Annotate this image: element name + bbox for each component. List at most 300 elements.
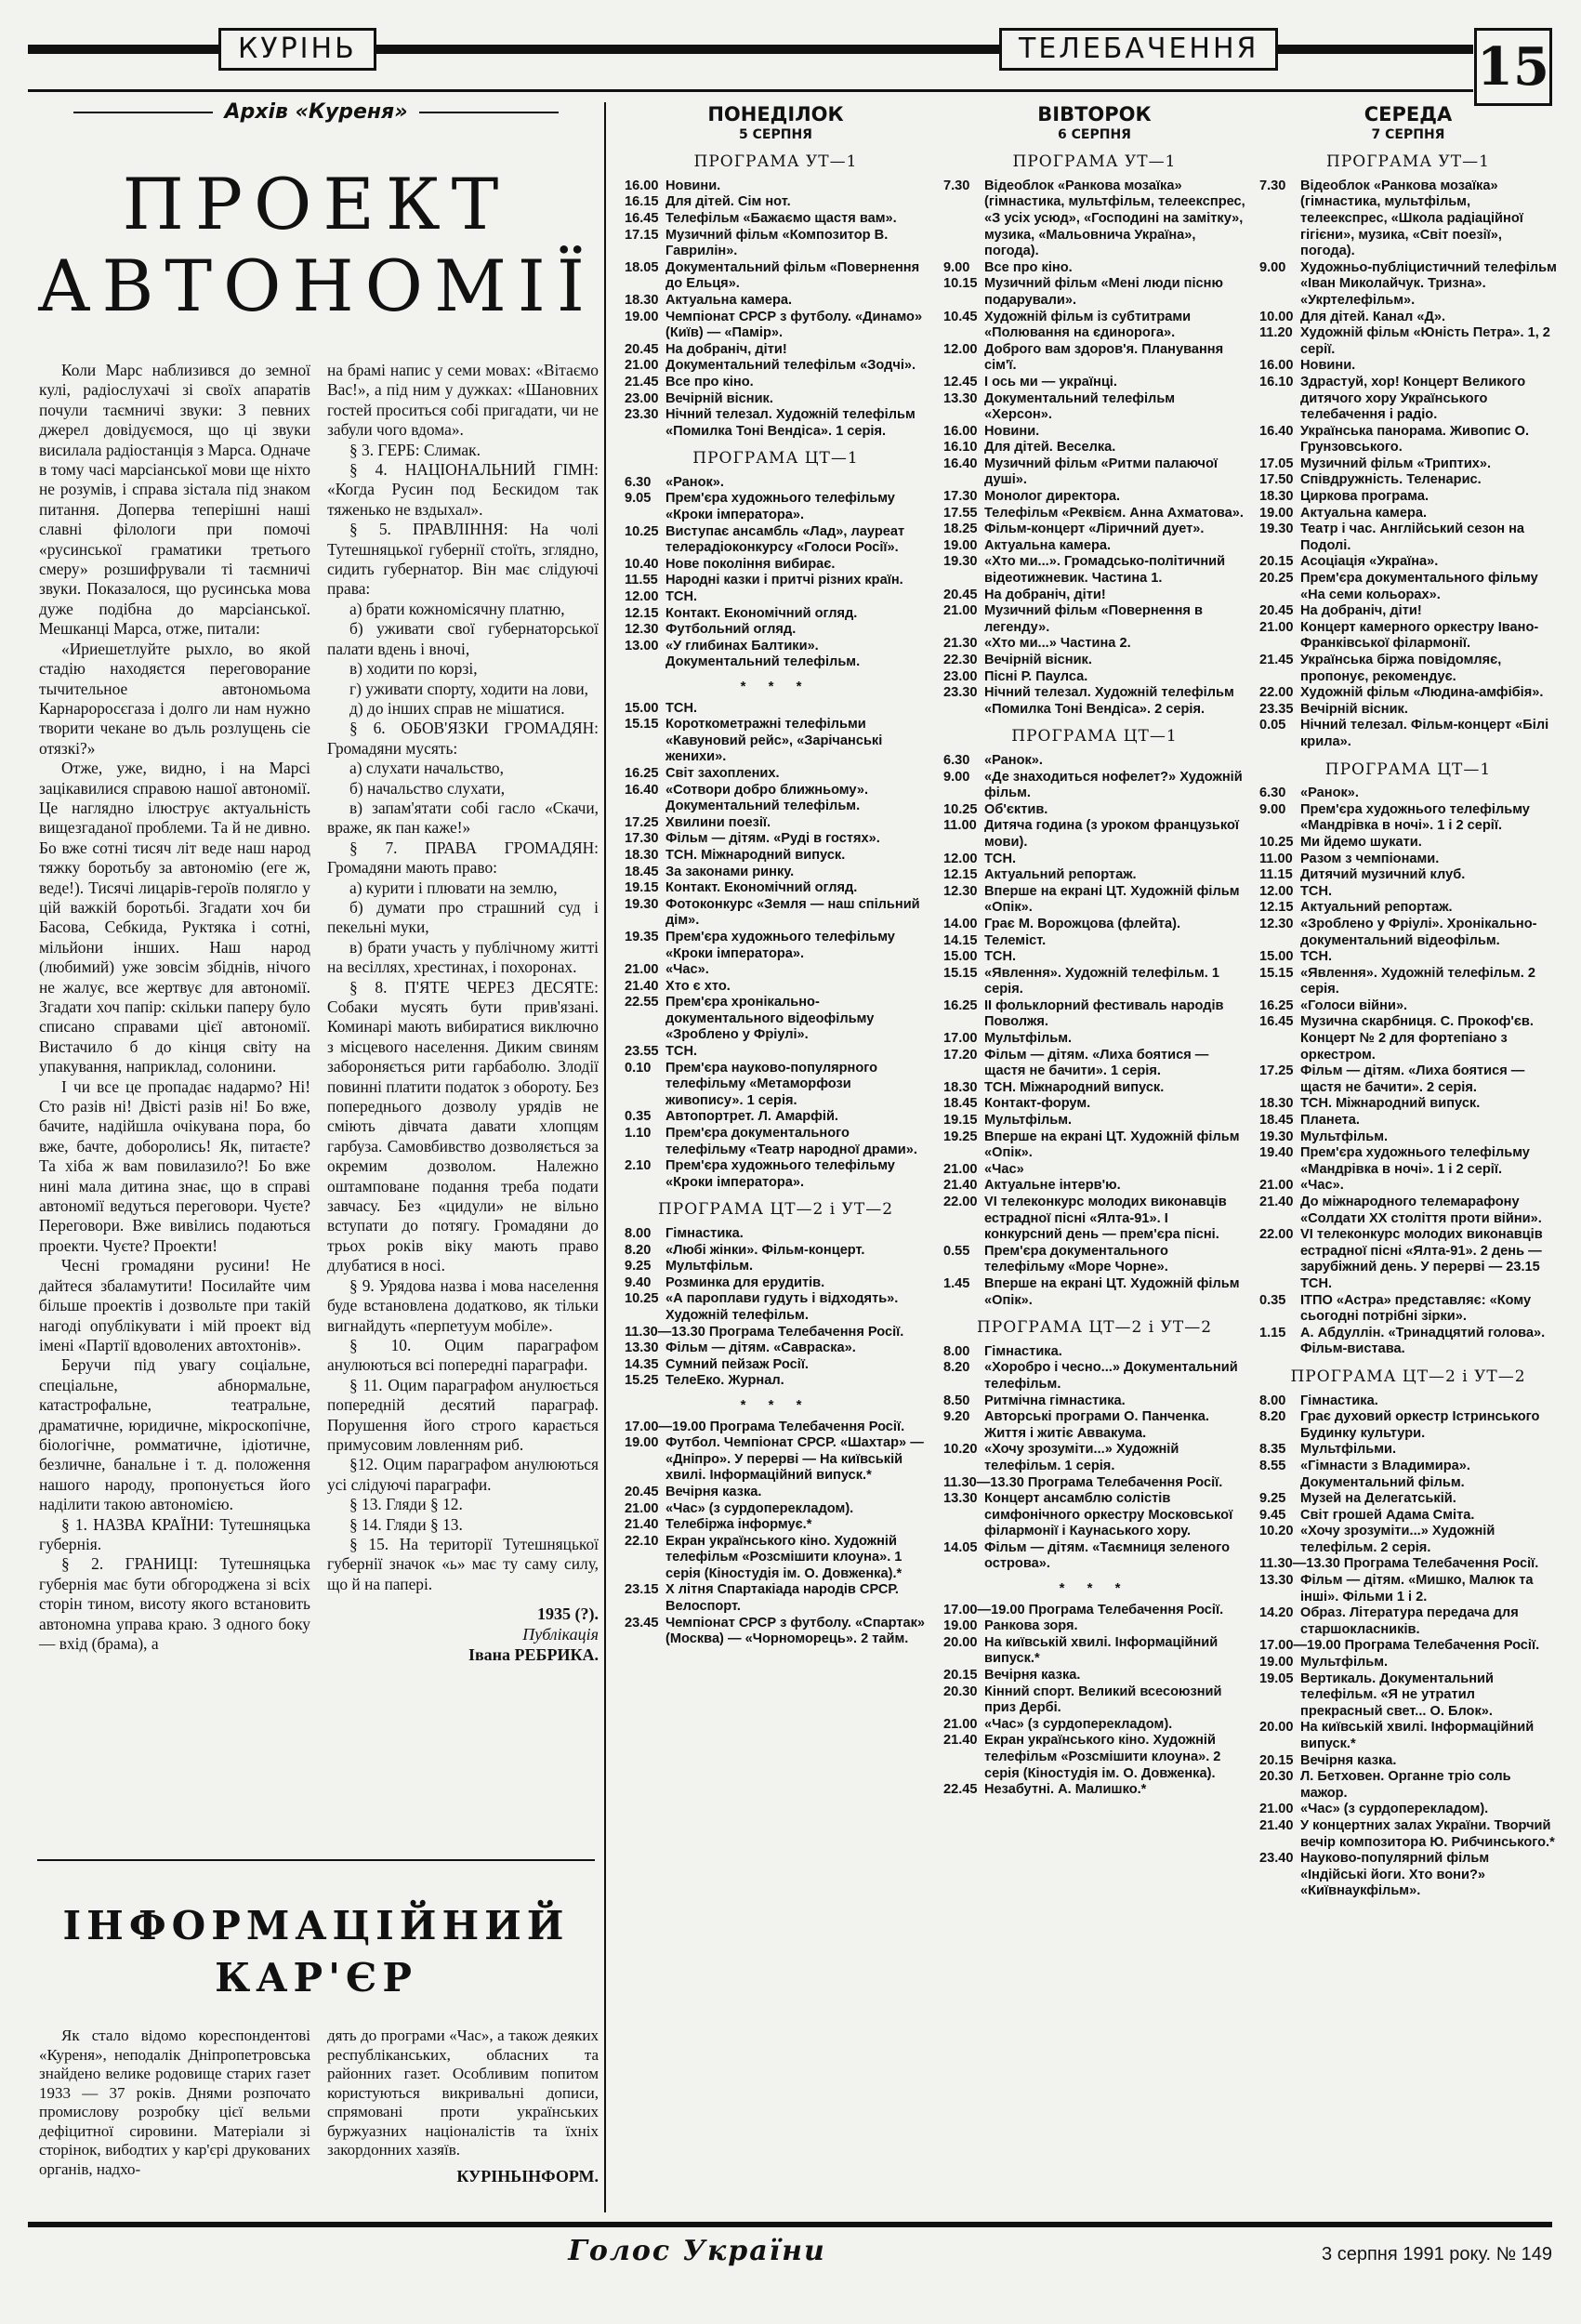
tv-listing-time: 22.00 [1259, 1227, 1294, 1243]
tv-listing-item [943, 1409, 1245, 1442]
tv-listing-item [1259, 1293, 1557, 1326]
tv-listing-time: 10.00 [1259, 309, 1294, 324]
tv-listing-time: 9.25 [625, 1259, 652, 1274]
tv-listing-item [1259, 1638, 1557, 1655]
tv-listing-time: 16.45 [625, 210, 659, 226]
tv-listing-item [943, 1733, 1245, 1782]
tv-listing-item [943, 1113, 1245, 1129]
tv-listing-title: Нічний телезал. Художній телефільм «Помилка Тоні Вендіса». 1 серія. [665, 407, 916, 439]
tv-listing-title: Незабутні. А. Малишко.* [984, 1782, 1147, 1798]
tv-listing-time: 10.40 [625, 556, 659, 572]
tv-listing-title: Фільм — дітям. «Лиха боятися — щастя не бачити». 2 серія. [1300, 1063, 1525, 1095]
tv-listing-title: «Час» (з сурдоперекладом). [984, 1716, 1173, 1732]
tv-listing-item [625, 717, 927, 766]
tv-listing-title: ТСН. Міжнародний випуск. [984, 1079, 1165, 1095]
tv-listing-title: VI телеконкурс молодих виконавців естрадної пісні «Ялта-91». 2 день — зарубіжний день. У перерві — 23.15 ТСН. [1300, 1227, 1543, 1291]
archive-kicker-text: Архів «Куреня» [224, 100, 408, 124]
tv-listing-title: Художньо-публіцистичний телефільм «Іван Миколайчук. Тризна». «Укртелефільм». [1300, 259, 1557, 308]
tv-listing-time: 8.20 [625, 1242, 652, 1258]
tv-listing-time: 0.55 [943, 1243, 970, 1259]
tv-listing-item [1259, 1063, 1557, 1096]
tv-listing-title: Фільм — дітям. «Таємниця зеленого острова». [984, 1539, 1231, 1572]
paragraph: § 5. ПРАВЛІННЯ: На чолі Тутешняцької губернії стоїть, зглядно, сидить губернатор. Він має слідуючі права: [327, 520, 599, 599]
tv-listing-item [1259, 786, 1557, 802]
tv-listing-item [943, 1195, 1245, 1244]
tv-listing-title: Вперше на екрані ЦТ. Художній фільм «Опік». [984, 883, 1240, 916]
tv-listing-time: 23.30 [943, 685, 978, 701]
tv-listing-item [943, 917, 1245, 933]
tv-listing-time: 17.50 [1259, 472, 1294, 488]
tv-listing-item [625, 1485, 927, 1501]
tv-listing-time: 13.00 [625, 638, 659, 654]
tv-listing-time: 21.00 [1259, 619, 1294, 635]
tv-listing-item [625, 524, 927, 557]
tv-listing-title: Гімнастика. [984, 1343, 1062, 1359]
tv-listing-time: 18.45 [943, 1096, 978, 1112]
tv-listing-time: 14.20 [1259, 1605, 1294, 1621]
tv-listing-title: Об'єктив. [984, 801, 1048, 817]
signature-publication: Публікація [522, 1625, 599, 1644]
article-title-line-1: ПРОЕКТ [122, 163, 510, 245]
tv-listing-time: 19.00 [625, 309, 659, 324]
tv-listing-item [1259, 325, 1557, 358]
tv-listing-time: 21.00 [943, 1161, 978, 1177]
tv-listing-item [943, 260, 1245, 277]
tv-listing-title: Документальний фільм «Повернення до Ельця». [665, 259, 920, 292]
tv-listing-title: Українська панорама. Живопис О. Грунзовського. [1300, 423, 1530, 456]
tv-listing-time: 20.30 [1259, 1769, 1294, 1785]
tv-listing-title: «Ранок». [984, 752, 1043, 768]
tv-listing-time: 19.30 [1259, 522, 1294, 537]
tv-listing-time: 14.35 [625, 1356, 659, 1372]
tv-listing-time: 18.25 [943, 522, 978, 537]
article-body-col-2 [327, 361, 599, 1665]
tv-listing-time: 21.00 [625, 962, 659, 978]
tv-listing-item [625, 557, 927, 574]
newspaper-logo: Голос України [568, 2235, 826, 2267]
tv-listing-title: Сумний пейзаж Росії. [665, 1356, 809, 1372]
tv-listing-item [1259, 1671, 1557, 1721]
tv-listing-title: Співдружність. Теленарис. [1300, 472, 1482, 488]
tv-listing-title: Документальний телефільм «Херсон». [984, 390, 1176, 423]
tv-date: 7 СЕРПНЯ [1371, 126, 1445, 142]
tv-listing-title: Вечірня казка. [1300, 1752, 1397, 1768]
tv-listing-item [625, 1517, 927, 1534]
tv-listing-time: 19.30 [1259, 1129, 1294, 1144]
paragraph: § 10. Оцим параграфом анулюються всі попередні параграфи. [327, 1335, 599, 1375]
tv-listing-item [625, 407, 927, 440]
tv-listing-item [943, 1048, 1245, 1080]
tv-listing-item [625, 831, 927, 848]
tv-listing-item [625, 1044, 927, 1061]
tv-listing-item [1259, 1227, 1557, 1292]
tv-listing-title: Фотоконкурс «Земля — наш спільний дім». [665, 896, 920, 929]
tv-date: 6 СЕРПНЯ [1058, 126, 1131, 142]
tv-listing-time: 21.40 [943, 1178, 978, 1194]
tv-listing-title: Футбольний огляд. [665, 622, 797, 638]
paragraph: § 8. П'ЯТЕ ЧЕРЕЗ ДЕСЯТЕ: Собаки мусять бути прив'язані. Коминарі мають вибиратися виключно з місцевого населення. Диким свиням забороняється рити гарбаболю. Злодії повинні платити податок з обороту. Без попереднього дозволу урядів не сміють дівчата давати хлопцям гарбуза. Самовбивство дозволяється за окремим дозволом. Належно оштамповане подання треба подати завчасу. Без «цидули» не вільно вступати до потягу. Громадяни до трьох років віку мають право длубатися в носі. [327, 977, 599, 1275]
paragraph: § 3. ГЕРБ: Слимак. [349, 440, 481, 459]
tv-listing-time: 6.30 [943, 752, 970, 768]
header-rule-thin [28, 89, 1473, 92]
tv-listing-title: Прем'єра науково-популярного телефільму «Метаморфози живопису». 1 серія. [665, 1060, 878, 1108]
tv-listing-time: 21.00 [943, 603, 978, 619]
tv-listing-item [1259, 1129, 1557, 1146]
tv-listing-time: 12.30 [625, 622, 659, 638]
paragraph: а) курити і плювати на землю, [349, 878, 558, 897]
tv-listing-item [1259, 424, 1557, 456]
tv-listing-item [943, 375, 1245, 391]
tv-listing-time: 8.50 [943, 1393, 970, 1408]
tv-listing-title: Здрастуй, хор! Концерт Великого дитячого хору Українського телебачення і радіо. [1300, 374, 1526, 423]
tv-listing-title: Вечірній вісник. [984, 653, 1092, 667]
tv-listing-time: 20.00 [1259, 1720, 1294, 1736]
tv-listing-title: «Час». [1300, 1178, 1344, 1194]
tv-listing-item [943, 440, 1245, 456]
tv-listing-title: Вперше на екрані ЦТ. Художній фільм «Опік». [984, 1275, 1240, 1308]
tv-listing-item [943, 1096, 1245, 1113]
tv-listing-title: Прем'єра документального фільму «На семи кольорах». [1300, 571, 1538, 602]
tv-listing-title: Телеміст. [984, 932, 1047, 948]
tv-listing-time: 9.00 [1259, 259, 1286, 275]
tv-listing-title: Вертикаль. Документальний телефільм. «Я не утратил прекрасный свет... О. Блок». [1300, 1670, 1494, 1719]
tv-listing-time: 11.30—13.30 [1259, 1556, 1340, 1572]
tv-listing-title: Фільм-концерт «Ліричний дует». [984, 522, 1205, 537]
tv-listing-title: Все про кіно. [984, 259, 1073, 275]
tv-listing-item [625, 1243, 927, 1260]
tv-listing-time: 20.15 [943, 1668, 978, 1684]
tv-listing-item [625, 293, 927, 310]
tv-listing-item [943, 852, 1245, 868]
tv-listing-time: 23.30 [625, 407, 659, 423]
tv-listing-time: 18.30 [1259, 1096, 1294, 1112]
section-label-tv: ТЕЛЕБАЧЕННЯ [999, 28, 1278, 71]
paragraph: а) слухати начальство, [349, 759, 504, 778]
tv-listing-title: Короткометражні телефільми «Кавуновий рейс», «Зарічанські женихи». [665, 717, 883, 765]
tv-listing-item [1259, 900, 1557, 917]
tv-listing-title: Хвилини поезії. [665, 814, 771, 830]
tv-listing-time: 8.00 [943, 1343, 970, 1359]
tv-listing-time: 16.40 [1259, 423, 1294, 439]
tv-listing-time: 20.45 [625, 341, 659, 357]
tv-listing-time: 15.00 [625, 700, 659, 716]
tv-listing-time: 8.00 [625, 1226, 652, 1241]
tv-listing-time: 19.05 [1259, 1670, 1294, 1686]
article-signature [327, 1604, 599, 1665]
tv-listing-title: Програма Телебачення Росії. [708, 1324, 904, 1340]
tv-listing-item [943, 1360, 1245, 1393]
tv-listing-time: 16.25 [943, 997, 978, 1013]
tv-listing-item [625, 194, 927, 211]
tv-listing-title: «Хоробро і чесно...» Документальний телефільм. [984, 1360, 1238, 1392]
tv-listing-title: Художній фільм «Юність Петра». 1, 2 серії. [1300, 325, 1550, 357]
tv-listing-time: 15.25 [625, 1373, 659, 1389]
tv-listing-time: 13.30 [1259, 1573, 1294, 1589]
tv-listing-time: 23.40 [1259, 1851, 1294, 1867]
tv-listing-time: 0.35 [625, 1109, 652, 1125]
tv-listing-item [625, 897, 927, 930]
tv-listing-time: 17.30 [625, 831, 659, 847]
tv-listing-time: 15.15 [943, 965, 978, 981]
tv-listing-time: 6.30 [1259, 786, 1286, 801]
tv-listing-title: Розминка для ерудитів. [665, 1274, 825, 1290]
tv-listing-time: 22.00 [943, 1195, 978, 1209]
tv-program-heading: ПРОГРАМА ЦТ—2 і УТ—2 [976, 1318, 1213, 1338]
tv-day-heading: ПОНЕДІЛОК [707, 103, 844, 125]
tv-listing-item [1259, 998, 1557, 1015]
tv-listing-time: 10.15 [943, 276, 978, 292]
tv-listing-item [943, 456, 1245, 489]
tv-listing-item [943, 310, 1245, 342]
tv-listing-time: 11.00 [1259, 851, 1293, 866]
tv-listing-item [1259, 1753, 1557, 1770]
tv-listing-time: 21.40 [625, 978, 659, 994]
tv-listing-time: 10.25 [625, 1291, 659, 1307]
tv-listing-time: 8.00 [1259, 1393, 1286, 1408]
tv-day-heading: СЕРЕДА [1364, 103, 1453, 125]
tv-listing-title: Прем'єра документального телефільму «Море Чорне». [984, 1243, 1168, 1275]
tv-listing-time: 16.15 [625, 194, 659, 210]
tv-listing-title: Актуальний репортаж. [1300, 900, 1453, 916]
tv-listing-time: 21.00 [1259, 1178, 1294, 1194]
tv-listing-title: ТСН. [1300, 949, 1333, 965]
tv-listing-title: Актуальний репортаж. [984, 867, 1137, 883]
tv-listing-time: 17.00—19.00 [1259, 1638, 1341, 1654]
tv-listing-title: Художній фільм із субтитрами «Полювання на єдинорога». [984, 309, 1192, 341]
tv-listing-item [625, 260, 927, 293]
tv-listing-time: 0.05 [1259, 718, 1286, 733]
column-divider [604, 102, 606, 2212]
tv-listing-time: 22.10 [625, 1533, 659, 1549]
tv-listing-title: «Голоси війни». [1300, 997, 1408, 1013]
tv-column-wednesday [1259, 103, 1557, 1900]
tv-listing-time: 17.20 [943, 1047, 978, 1063]
tv-listing-item [1259, 1573, 1557, 1605]
tv-listing-time: 12.30 [1259, 916, 1294, 931]
tv-listing-item [943, 342, 1245, 375]
paragraph: а) брати кожномісячну платню, [349, 599, 565, 618]
tv-listing-time: 11.20 [1259, 325, 1293, 341]
paragraph: § 9. Урядова назва і мова населення буде встановлена додатково, як тільки вигнайдуть «перпетуум мобіле». [327, 1275, 599, 1335]
tv-listing-title: Прем'єра художнього телефільму «Кроки імператора». [665, 1158, 895, 1190]
tv-listing-item [625, 1616, 927, 1648]
tv-listing-time: 21.30 [943, 636, 978, 652]
paragraph: Коли Марс наблизився до земної кулі, радіослухачі зі своїх апаратів почули таємничі звуки: З певних джерел довідуємося, що ці звуки висилала радіостанція з Марса. Одначе в тому часі марсіанської мови ще ніхто не розумів, і справа зістала під знаком питання. Доперва теперішні наші славні філологи при помочі «русинської граматики третього смеру» розшифрували ті таємничі звуки. Показалося, що русинська мова дуже подібна до марсіанської. Мешканці Марса, отже, питали: [39, 361, 310, 639]
tv-listing-item [625, 358, 927, 375]
tv-listing-item [1259, 1769, 1557, 1802]
article2-title-line-1: ІНФОРМАЦІЙНИЙ [62, 1903, 570, 1948]
tv-listing-item [943, 1162, 1245, 1179]
tv-listing-item [1259, 802, 1557, 835]
tv-listing-time: 23.00 [943, 668, 978, 684]
tv-listing-time: 9.00 [943, 259, 970, 275]
tv-listing-title: «Сотвори добро ближньому». Документальний телефільм. [665, 782, 869, 814]
tv-listing-item [625, 1325, 927, 1341]
section-label-kurin: КУРІНЬ [218, 28, 376, 71]
paragraph: дять до програми «Час», а також деяких республіканських, обласних та районних газет. Особливим попитом користуються викривальні дописи, спрямовані проти українських буржуазних націоналістів та їхніх закордонних хазяїв. [327, 2027, 599, 2159]
tv-listing-title: «Зроблено у Фріулі». Хронікально-документальний відеофільм. [1300, 916, 1537, 948]
tv-listing-time: 23.35 [1259, 701, 1294, 717]
tv-listing-item [943, 1618, 1245, 1635]
tv-listing-item [1259, 1818, 1557, 1851]
tv-listing-title: ТСН. Міжнародний випуск. [1300, 1096, 1481, 1112]
tv-listing-title: Доброго вам здоров'я. Планування сім'ї. [984, 341, 1224, 374]
tv-listing-time: 18.05 [625, 259, 659, 275]
tv-listing-title: ТСН. [665, 1044, 698, 1060]
tv-listing-title: X літня Спартакіада народів СРСР. Велоспорт. [665, 1582, 899, 1615]
tv-listing-title: Вечірній вісник. [665, 390, 773, 406]
tv-listing-item [943, 1668, 1245, 1684]
tv-listing-item [1259, 1393, 1557, 1410]
tv-listing-item [1259, 917, 1557, 949]
tv-listing-item [625, 1340, 927, 1357]
bottom-rule [28, 2222, 1552, 2227]
tv-listing-time: 19.00 [943, 537, 978, 553]
tv-program-list [943, 154, 1245, 1799]
tv-listing-time: 19.15 [943, 1113, 978, 1129]
tv-listing-time: 10.25 [1259, 834, 1294, 850]
tv-listing-item [1259, 1442, 1557, 1459]
tv-listing-title: А. Абдуллін. «Тринадцятий голова». Фільм-вистава. [1300, 1325, 1546, 1357]
tv-listing-time: 11.30—13.30 [943, 1474, 1024, 1490]
tv-listing-title: Дитяча година (з уроком французької мови). [984, 818, 1239, 850]
paragraph: в) брати участь у публічному житті на весіллях, хрестинах, і похоронах. [327, 937, 599, 977]
tv-listing-title: Циркова програма. [1300, 489, 1429, 505]
paragraph: Чесні громадяни русини! Не дайтеся збаламутити! Посилайте чим більше проектів і дозвольте при такій нагоді опублікувати і мій проект від імені «Партії вдоволених автохтонів». [39, 1256, 310, 1354]
tv-listing-title: Фільм — дітям. «Лиха боятися — щастя не бачити». 1 серія. [984, 1047, 1209, 1079]
tv-listing-time: 23.00 [625, 390, 659, 406]
tv-listing-item [625, 979, 927, 996]
tv-listing-item [1259, 685, 1557, 702]
tv-listing-title: Образ. Література передача для старшокласників. [1300, 1605, 1519, 1637]
tv-listing-title: Пісні Р. Паулса. [984, 668, 1088, 684]
tv-listing-title: «Хочу зрозуміти...» Художній телефільм. 1 серія. [984, 1442, 1179, 1473]
tv-listing-time: 18.30 [943, 1079, 978, 1095]
tv-listing-time: 16.00 [943, 423, 978, 439]
tv-listing-time: 12.15 [1259, 900, 1294, 916]
tv-listing-item [1259, 852, 1557, 868]
tv-listing-time: 18.45 [625, 864, 659, 879]
tv-listing-time: 16.10 [1259, 374, 1294, 390]
tv-listing-time: 22.30 [943, 653, 978, 667]
tv-listing-time: 18.30 [625, 847, 659, 863]
tv-listing-time: 12.15 [943, 867, 978, 883]
tv-listing-time: 0.35 [1259, 1292, 1286, 1308]
tv-listing-item [1259, 1508, 1557, 1525]
tv-listing-item [943, 933, 1245, 950]
paragraph: б) уживати свої губернаторської палати вдень і вночі, [327, 619, 599, 658]
tv-listing-title: Мультфільм. [665, 1259, 754, 1274]
tv-listing-title: Програма Телебачення Росії. [1027, 1474, 1223, 1490]
tv-listing-item [625, 1534, 927, 1583]
tv-listing-time: 15.15 [1259, 965, 1294, 981]
tv-listing-item [625, 783, 927, 815]
tv-listing-time: 15.15 [625, 717, 659, 733]
tv-listing-title: Телефільм «Бажаємо щастя вам». [665, 210, 897, 226]
tv-listing-title: «Ранок». [665, 474, 724, 490]
tv-listing-item [625, 375, 927, 391]
tv-listing-time: 23.45 [625, 1615, 659, 1631]
tv-listing-time: 17.25 [1259, 1063, 1294, 1079]
tv-listing-time: 7.30 [1259, 178, 1286, 193]
tv-listing-title: Екран українського кіно. Художній телефільм «Розсмішити клоуна». 1 серія (Кіностудія ім. О. Довженка).* [665, 1533, 902, 1581]
tv-listing-title: Прем'єра художнього телефільму «Кроки імператора». [665, 929, 895, 961]
tv-listing-item [625, 766, 927, 783]
tv-listing-item [943, 1393, 1245, 1410]
tv-listing-title: Мультфільм. [984, 1031, 1073, 1047]
tv-listing-item [943, 1244, 1245, 1276]
tv-listing-time: 12.00 [1259, 883, 1294, 899]
tv-listing-time: 18.30 [625, 292, 659, 308]
tv-listing-title: «Час». [665, 962, 709, 978]
tv-listing-title: Вперше на екрані ЦТ. Художній фільм «Опік». [984, 1129, 1240, 1161]
tv-listing-title: Нове покоління вибирає. [665, 556, 836, 572]
tv-listing-time: 12.15 [625, 605, 659, 621]
tv-listing-time: 15.00 [1259, 949, 1294, 965]
tv-listing-time: 20.45 [625, 1484, 659, 1499]
tv-listing-item [1259, 1655, 1557, 1671]
tv-listing-title: «Хто ми...». Громадсько-політичний відеотижневик. Частина 1. [984, 554, 1226, 587]
tv-listing-time: 8.20 [1259, 1409, 1286, 1425]
tv-listing-time: 0.10 [625, 1060, 652, 1076]
tv-listing-item [1259, 835, 1557, 852]
tv-listing-item [943, 178, 1245, 260]
tv-listing-item [943, 1344, 1245, 1361]
article2-body-col-1 [39, 2027, 310, 2179]
tv-listing-item [943, 1717, 1245, 1734]
tv-listing-title: Світ захоплених. [665, 765, 780, 781]
paragraph: Беручи під увагу соціальне, спеціальне, абнормальне, катастрофальне, театральне, драматичне, юридичне, мікроскопічне, біологічне, ромматичне, ідіотичне, безличне, банальне і т. д. положення нашого народу, пропонується його наділити такою автономією. [39, 1355, 310, 1514]
tv-listing-item [1259, 178, 1557, 260]
tv-listing-title: II фольклорний фестиваль народів Поволжя. [984, 997, 1224, 1030]
tv-listing-title: ТСН. Міжнародний випуск. [665, 847, 846, 863]
tv-listing-item [1259, 1556, 1557, 1573]
tv-listing-time: 23.15 [625, 1582, 659, 1598]
tv-listing-item [625, 1275, 927, 1292]
tv-listing-title: Кінний спорт. Великий всесоюзний приз Дербі. [984, 1684, 1222, 1716]
tv-listing-time: 14.00 [943, 916, 978, 931]
tv-day-heading: ВІВТОРОК [1037, 103, 1152, 125]
tv-listing-time: 19.30 [943, 554, 978, 570]
tv-listing-title: Науково-популярний фільм «Індійські йоги. Хто вони?» «Київнаукфільм». [1300, 1851, 1490, 1899]
tv-listing-time: 6.30 [625, 474, 652, 490]
article2-title-line-2: КАР'ЄР [215, 1955, 417, 2001]
tv-listing-item [625, 639, 927, 671]
paragraph: § 7. ПРАВА ГРОМАДЯН: Громадяни мають право: [327, 838, 599, 878]
tv-listing-item [943, 1442, 1245, 1474]
tv-listing-time: 16.40 [943, 456, 978, 471]
tv-listing-title: ТСН. [665, 700, 698, 716]
tv-listing-title: Для дітей. Канал «Д». [1300, 309, 1446, 324]
tv-listing-time: 21.00 [1259, 1802, 1294, 1817]
tv-listing-time: 17.30 [943, 489, 978, 505]
tv-program-heading: ПРОГРАМА УТ—1 [693, 152, 858, 172]
tv-listing-title: Прем'єра художнього телефільму «Мандрівка в ночі». 1 і 2 серії. [1300, 1145, 1530, 1177]
tv-listing-title: Програма Телебачення Росії. [1343, 1556, 1539, 1572]
tv-listing-title: Музичний фільм «Композитор В. Гаврилін». [665, 227, 889, 259]
tv-listing-item [625, 1373, 927, 1390]
tv-listing-item [943, 424, 1245, 441]
tv-program-heading: ПРОГРАМА ЦТ—1 [692, 449, 859, 469]
tv-listing-title: Ранкова зоря. [984, 1618, 1078, 1634]
tv-listing-title: Вечірній вісник. [1300, 701, 1408, 717]
tv-separator-stars: * * * [740, 1396, 811, 1413]
tv-listing-title: Контакт. Економічний огляд. [665, 880, 858, 896]
tv-listing-time: 19.35 [625, 929, 659, 944]
tv-listing-title: Документальний телефільм «Зодчі». [665, 358, 916, 374]
tv-listing-title: «Явлення». Художній телефільм. 1 серія. [984, 965, 1220, 997]
tv-listing-title: ТСН. [984, 851, 1017, 866]
